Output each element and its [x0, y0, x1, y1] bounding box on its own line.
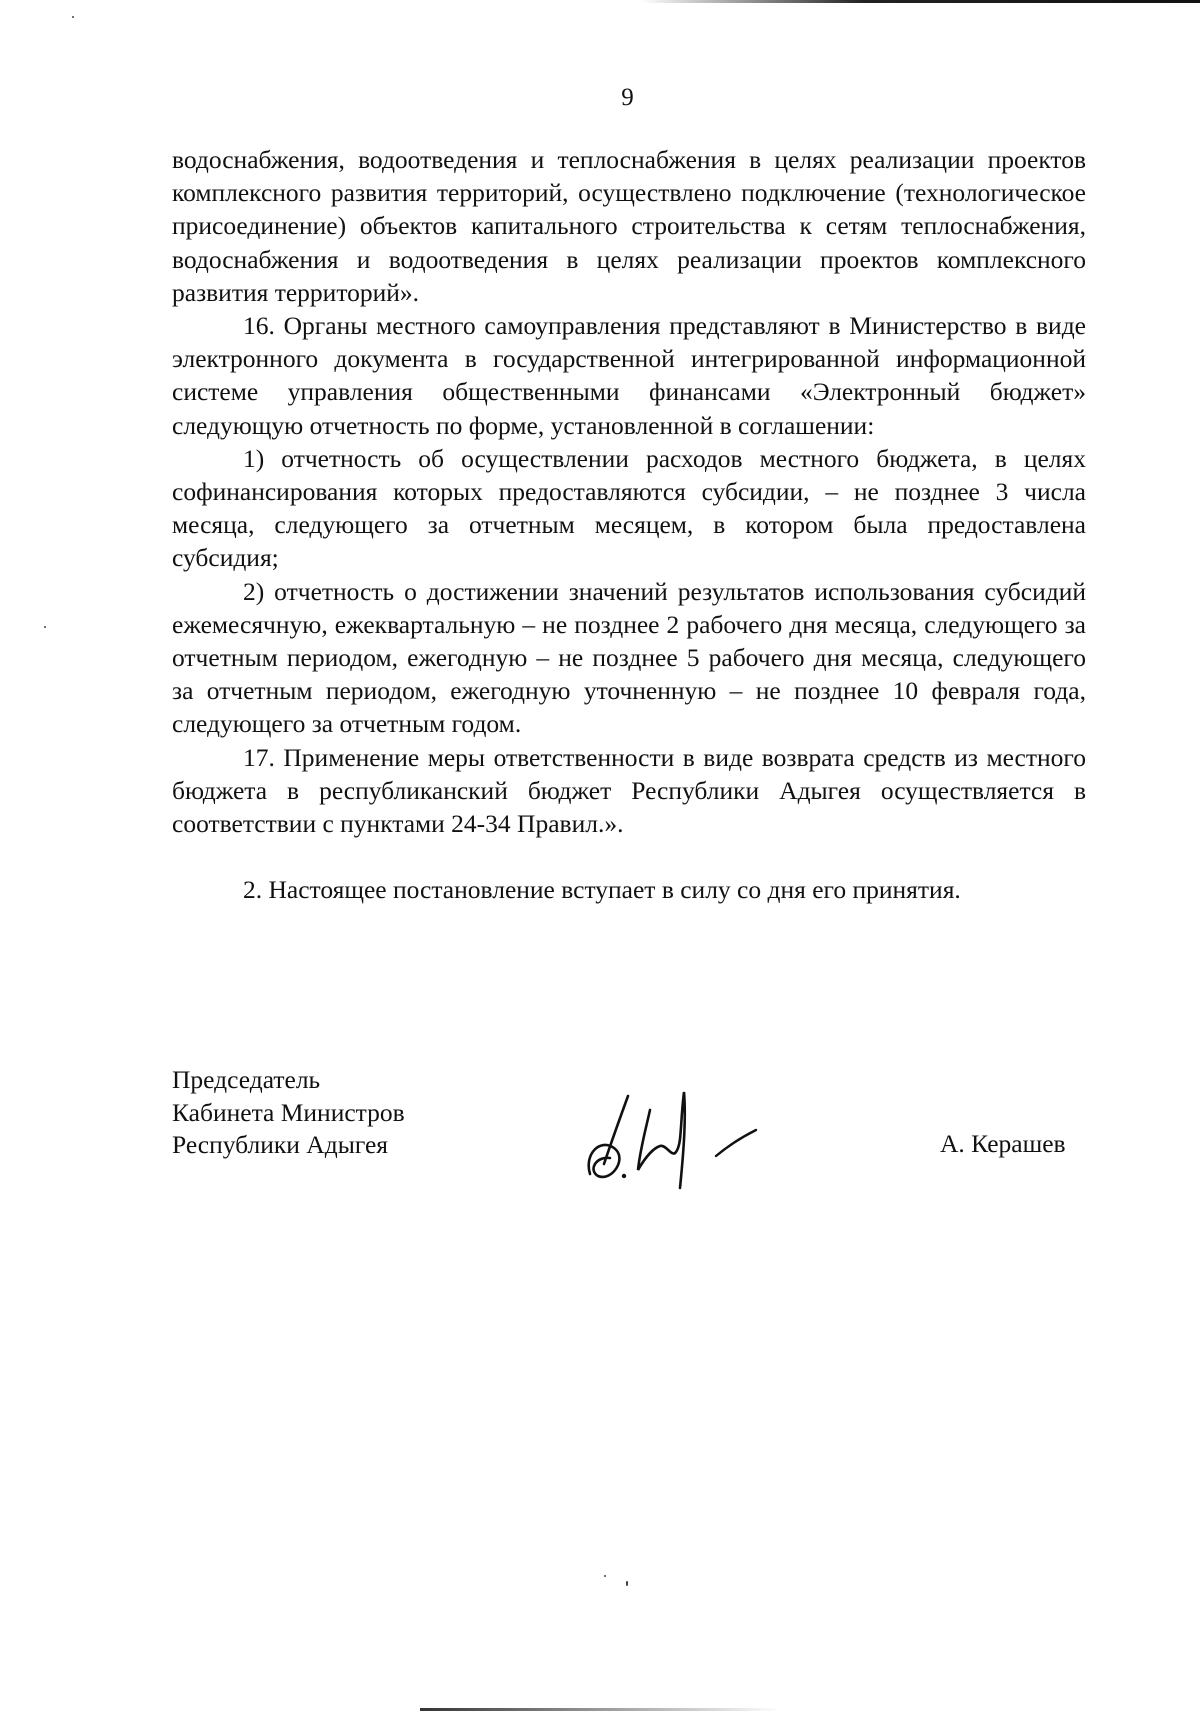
signatory-name: А. Керашев — [940, 1129, 1066, 1158]
scan-edge-bottom — [420, 1708, 780, 1711]
paragraph-effective-date: 2. Настоящее постановление вступает в силу со дня его принятия. — [243, 875, 961, 905]
scan-speck — [72, 16, 74, 18]
handwritten-signature — [580, 1078, 770, 1190]
paragraph-subitem-1: 1) отчетность об осуществлении расходов местного бюджета, в целях софинансирования которых предоставляются субсидии, – не позднее 3 числа месяца, следующего за отчетным месяцем, в котором была предоставлена субсидия; — [172, 443, 1086, 573]
paragraph-subitem-2: 2) отчетность о достижении значений результатов использования субсидий ежемесячную, ежеквартальную – не позднее 2 рабочего дня месяца, следующего за отчетным периодом, ежегодную – не позднее 5 рабочего дня месяца, следующего за отчетным периодом, ежегодную уточненную – не позднее 10 февраля года, следующего за отчетным годом. — [172, 576, 1086, 739]
paragraph-item-16: 16. Органы местного самоуправления представляют в Министерство в виде электронного документа в государственной интегрированной информационной системе управления общественными финансами «Электронный бюджет» следующую отчетность по форме, установленной в соглашении: — [172, 311, 1086, 440]
scan-speck — [44, 626, 46, 628]
scan-speck — [626, 1581, 628, 1586]
paragraph-continuation: водоснабжения, водоотведения и теплоснабжения в целях реализации проектов комплексного развития территорий, осуществлено подключение (технологическое присоединение) объектов капитального строительства к сетям теплоснабжения, водоснабжения и водоотведения в целях реализации проектов комплексного развития территорий». — [172, 145, 1086, 307]
page-number: 9 — [621, 84, 634, 111]
signatory-title-line: Председатель — [172, 1065, 321, 1094]
paragraph-item-17: 17. Применение меры ответственности в виде возврата средств из местного бюджета в республиканский бюджет Республики Адыгея осуществляется в соответствии с пунктами 24-34 Правил.». — [172, 742, 1086, 839]
scan-edge-top — [640, 0, 1200, 3]
document-body — [172, 143, 1086, 906]
scan-speck — [604, 1575, 606, 1577]
signatory-title — [172, 1064, 405, 1162]
signatory-title-line: Республики Адыгея — [172, 1130, 388, 1159]
signatory-title-line: Кабинета Министров — [172, 1097, 405, 1127]
